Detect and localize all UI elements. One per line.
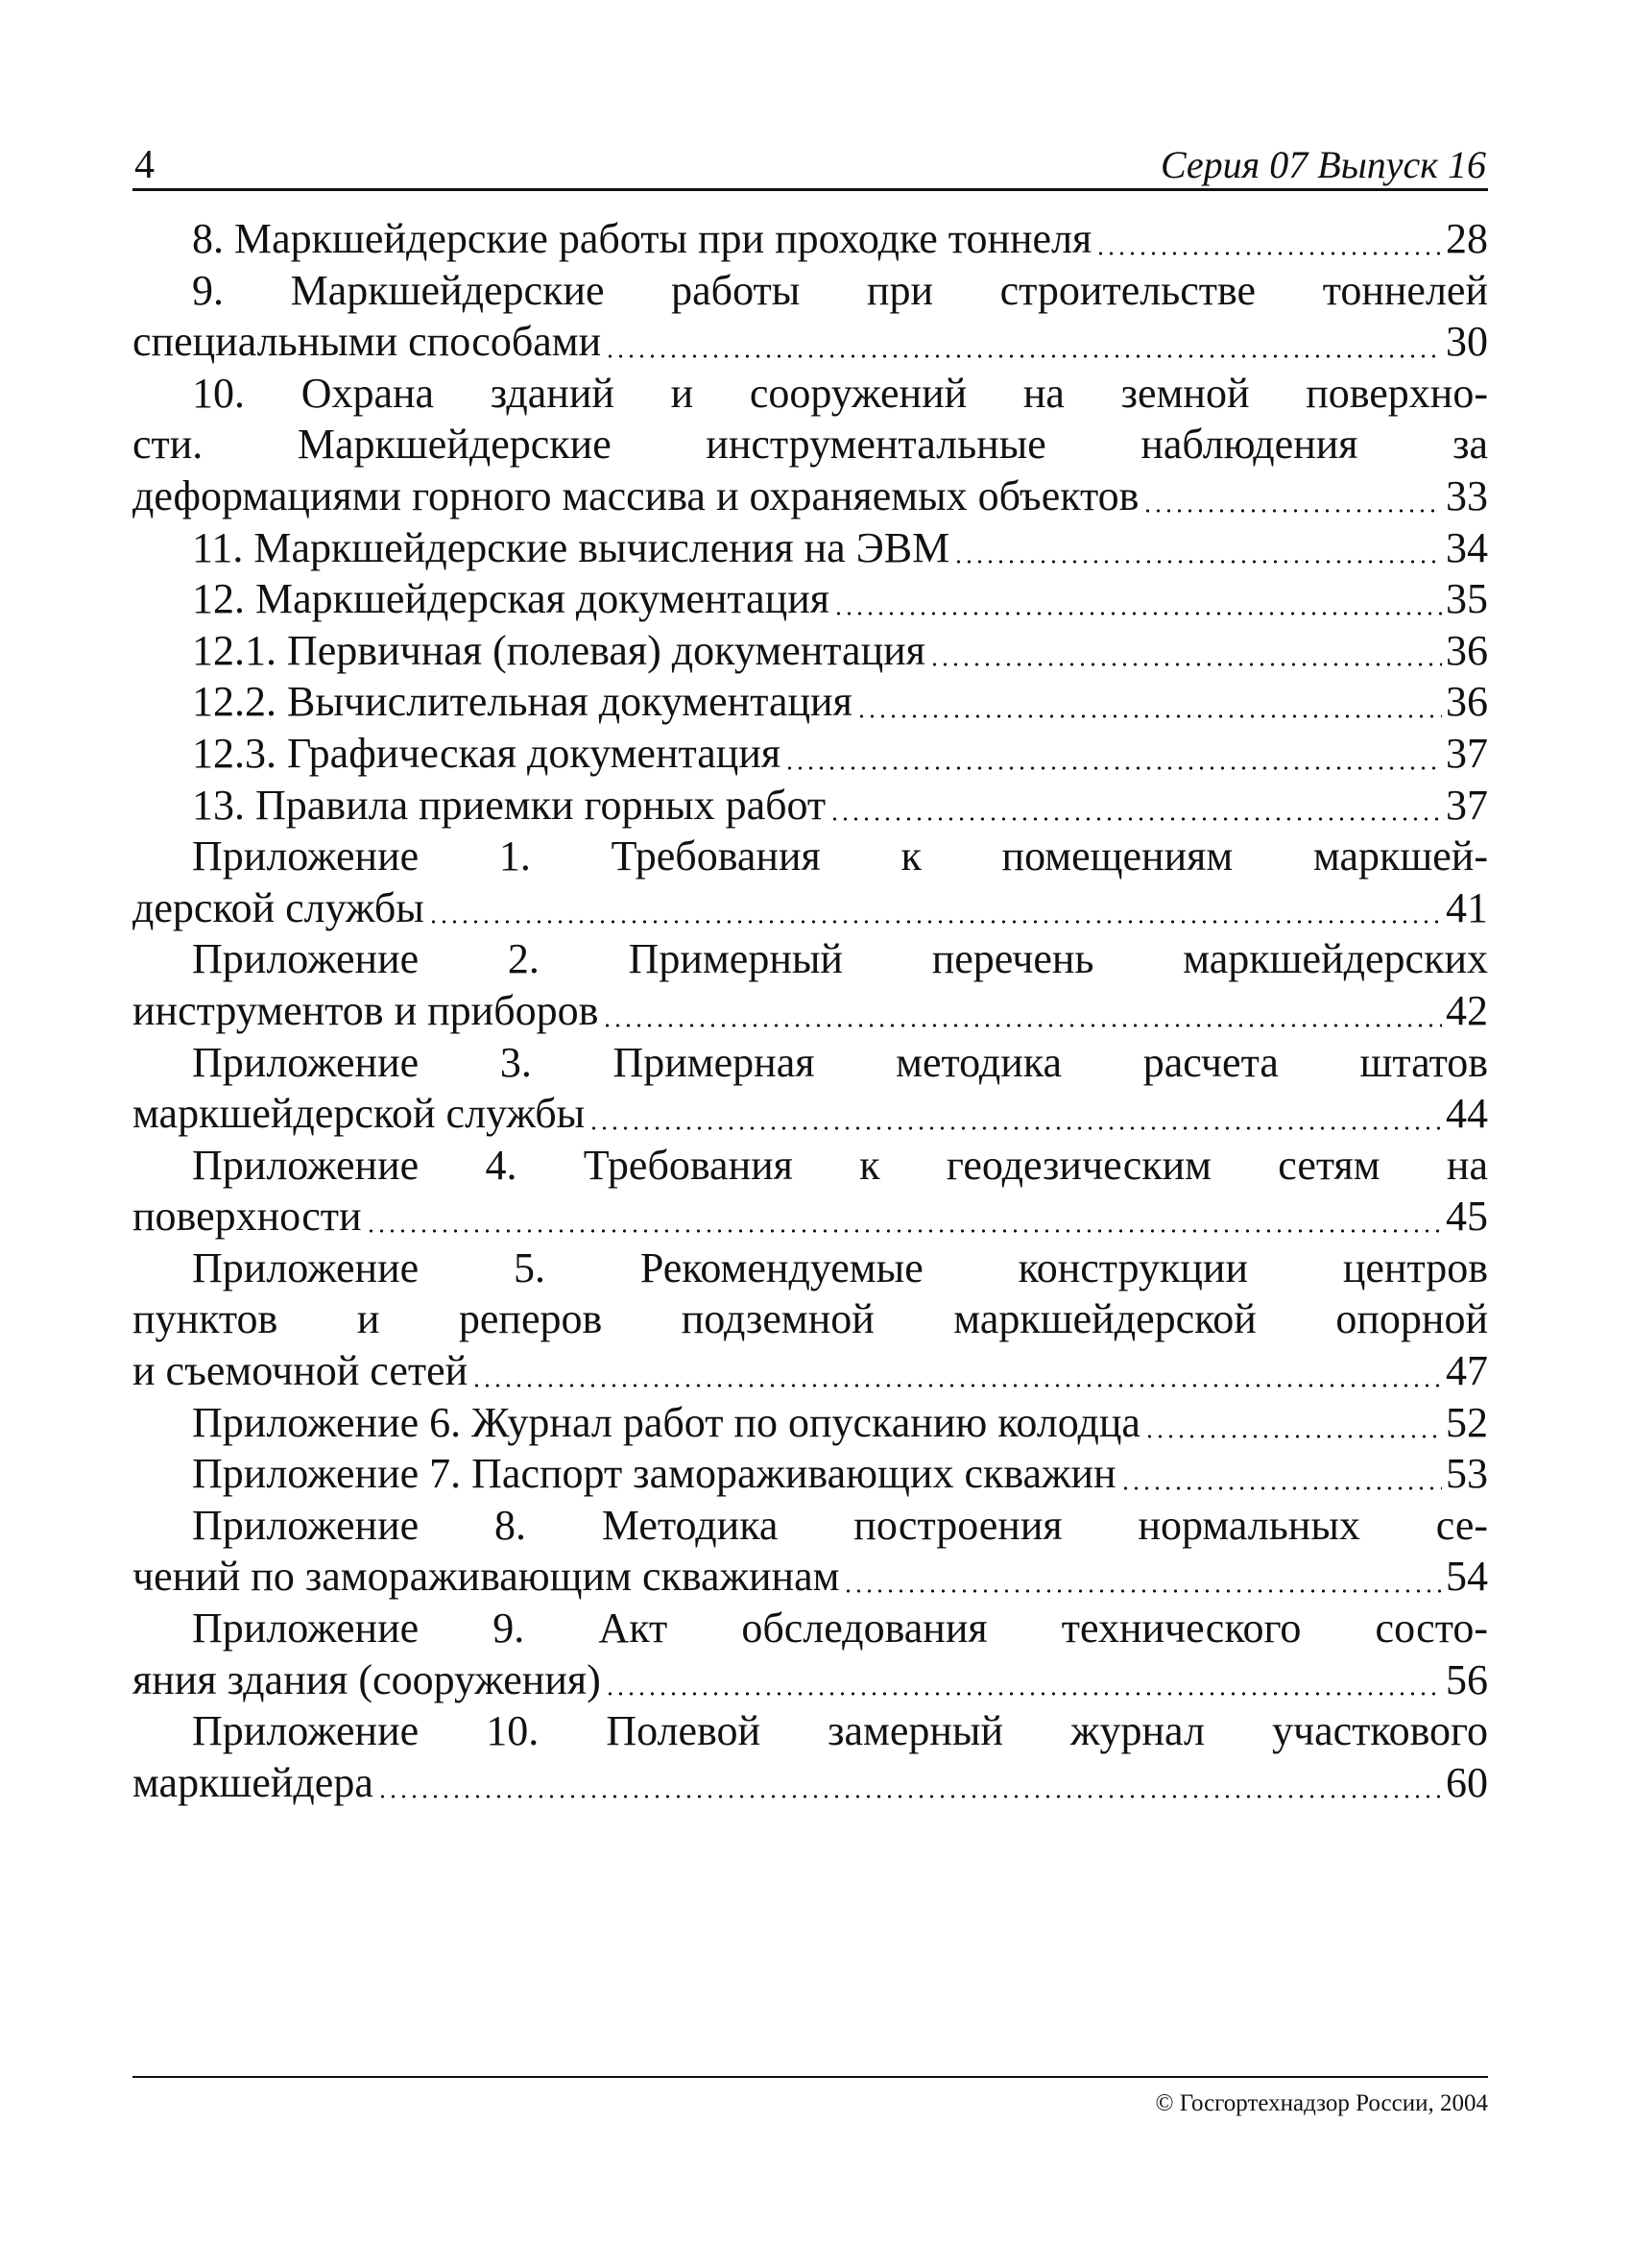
toc-entry (132, 265, 1488, 368)
toc-page-number: 36 (1446, 626, 1488, 674)
copyright-notice: © Госгортехнадзор России, 2004 (1155, 2090, 1488, 2116)
toc-page-number: 28 (1446, 215, 1488, 262)
dot-leader (471, 1384, 1442, 1387)
toc-entry (132, 780, 1488, 832)
toc-entry-line (132, 1551, 1488, 1603)
toc-entry (132, 1397, 1488, 1449)
toc-page-number: 37 (1446, 729, 1488, 777)
toc-entry-line (132, 728, 1488, 780)
dot-leader (856, 714, 1442, 718)
toc-entry (132, 933, 1488, 1036)
toc-entry-line (132, 1448, 1488, 1500)
toc-entry-text-line: Приложение 1. Требования к помещениям маркшей- (192, 832, 1488, 881)
dot-leader (366, 1229, 1442, 1233)
toc-entry-text-line: маркшейдерской службы (132, 1090, 586, 1138)
toc-page-number: 44 (1446, 1090, 1488, 1138)
toc-entry-line (132, 780, 1488, 832)
toc-entry-line (132, 1345, 1488, 1397)
toc-entry-text-line: 10. Охрана зданий и сооружений на земной поверхно- (192, 369, 1488, 417)
dot-leader (605, 354, 1442, 358)
toc-entry-line (132, 882, 1488, 934)
toc-entry (132, 573, 1488, 625)
toc-entry-line (132, 316, 1488, 368)
toc-entry-text-line: 13. Правила приемки горных работ (192, 781, 827, 829)
toc-entry-text-line: Приложение 8. Методика построения нормальных се- (192, 1501, 1488, 1549)
toc-entry (132, 625, 1488, 677)
toc-entry (132, 213, 1488, 265)
dot-leader (377, 1795, 1442, 1798)
toc-entry-text-line: поверхности (132, 1193, 362, 1241)
toc-entry-text-line: 12.3. Графическая документация (192, 729, 781, 777)
dot-leader (1120, 1486, 1442, 1490)
toc-entry (132, 1037, 1488, 1140)
toc-page-number: 60 (1446, 1758, 1488, 1806)
toc-entry-text-line: сти. Маркшейдерские инструментальные наблюдения за (132, 421, 1488, 469)
toc-entry (132, 676, 1488, 728)
toc-entry (132, 522, 1488, 574)
dot-leader (1095, 252, 1442, 255)
toc-entry (132, 1448, 1488, 1500)
toc-entry-text-line: 12.2. Вычислительная документация (192, 678, 852, 726)
toc-entry-text-line: Приложение 3. Примерная методика расчета штатов (192, 1038, 1488, 1086)
dot-leader (588, 1126, 1442, 1130)
toc-page-number: 56 (1446, 1655, 1488, 1703)
dot-leader (833, 612, 1442, 615)
toc-entry-text-line: чений по замораживающим скважинам (132, 1553, 840, 1601)
toc-entry-line (132, 985, 1488, 1037)
toc-entry-line (132, 676, 1488, 728)
toc-page-number: 35 (1446, 575, 1488, 623)
toc-page-number: 30 (1446, 318, 1488, 366)
toc-page-number: 52 (1446, 1398, 1488, 1446)
toc-entry-text-line: Приложение 4. Требования к геодезическим сетям на (192, 1141, 1488, 1189)
toc-entry-line (132, 470, 1488, 522)
toc-page-number: 37 (1446, 781, 1488, 829)
toc-entry-line (132, 1397, 1488, 1449)
footer-divider (132, 2076, 1488, 2078)
toc-page-number: 34 (1446, 523, 1488, 571)
toc-page-number: 54 (1446, 1553, 1488, 1601)
toc-entry-text-line: инструментов и приборов (132, 986, 599, 1034)
toc-entry-text-line: Приложение 2. Примерный перечень маркшейдерских (192, 935, 1488, 983)
toc-entry-text-line: 11. Маркшейдерские вычисления на ЭВМ (192, 523, 950, 571)
toc-entry-text-line: 12. Маркшейдерская документация (192, 575, 830, 623)
toc-entry-line (132, 1654, 1488, 1706)
toc-entry-text-line: яния здания (сооружения) (132, 1655, 601, 1703)
toc-entry-text-line: пунктов и реперов подземной маркшейдерской опорной (132, 1295, 1488, 1343)
toc-entry-text-line: специальными способами (132, 318, 602, 366)
toc-entry-line (132, 1757, 1488, 1809)
dot-leader (1144, 1435, 1442, 1438)
toc-entry-text-line: 9. Маркшейдерские работы при строительстве тоннелей (192, 266, 1488, 314)
dot-leader (1142, 509, 1442, 513)
dot-leader (929, 663, 1442, 666)
toc-entry-text-line: 12.1. Первичная (полевая) документация (192, 626, 925, 674)
dot-leader (843, 1589, 1442, 1593)
toc-entry (132, 368, 1488, 522)
toc-entry-line (132, 1088, 1488, 1140)
toc-entry-text-line: и съемочной сетей (132, 1347, 468, 1395)
toc-page-number: 36 (1446, 678, 1488, 726)
toc-entry-text-line: деформациями горного массива и охраняемых объектов (132, 471, 1140, 519)
toc-entry (132, 1243, 1488, 1397)
toc-entry-text-line: Приложение 10. Полевой замерный журнал участкового (192, 1707, 1488, 1755)
dot-leader (602, 1024, 1442, 1027)
toc-entry (132, 1705, 1488, 1808)
toc-page-number: 47 (1446, 1347, 1488, 1395)
series-title: Серия 07 Выпуск 16 (1160, 143, 1486, 186)
toc-entry-text-line: маркшейдера (132, 1758, 373, 1806)
toc-entry-text-line: Приложение 6. Журнал работ по опусканию колодца (192, 1398, 1140, 1446)
toc-entry-text-line: 8. Маркшейдерские работы при проходке тоннеля (192, 215, 1092, 262)
toc-page-number: 42 (1446, 986, 1488, 1034)
toc-entry (132, 1140, 1488, 1243)
table-of-contents (132, 213, 1488, 1808)
toc-entry-text-line: Приложение 5. Рекомендуемые конструкции центров (192, 1243, 1488, 1291)
page-header (132, 142, 1488, 191)
dot-leader (829, 817, 1442, 821)
toc-page-number: 45 (1446, 1193, 1488, 1241)
toc-entry-line (132, 573, 1488, 625)
toc-page-number: 41 (1446, 883, 1488, 931)
dot-leader (784, 766, 1442, 770)
toc-entry-text-line: Приложение 9. Акт обследования технического состо- (192, 1604, 1488, 1653)
toc-page-number: 33 (1446, 471, 1488, 519)
page-number: 4 (134, 143, 155, 187)
toc-entry (132, 1500, 1488, 1603)
toc-entry (132, 831, 1488, 933)
dot-leader (428, 920, 1442, 924)
toc-entry-line (132, 213, 1488, 265)
toc-entry-line (132, 1191, 1488, 1243)
toc-entry-text-line: Приложение 7. Паспорт замораживающих скважин (192, 1450, 1116, 1498)
toc-entry-line (132, 522, 1488, 574)
toc-entry (132, 728, 1488, 780)
toc-page-number: 53 (1446, 1450, 1488, 1498)
dot-leader (605, 1692, 1442, 1696)
toc-entry-text-line: дерской службы (132, 883, 424, 931)
toc-entry (132, 1603, 1488, 1705)
toc-entry-line (132, 625, 1488, 677)
dot-leader (953, 560, 1442, 564)
